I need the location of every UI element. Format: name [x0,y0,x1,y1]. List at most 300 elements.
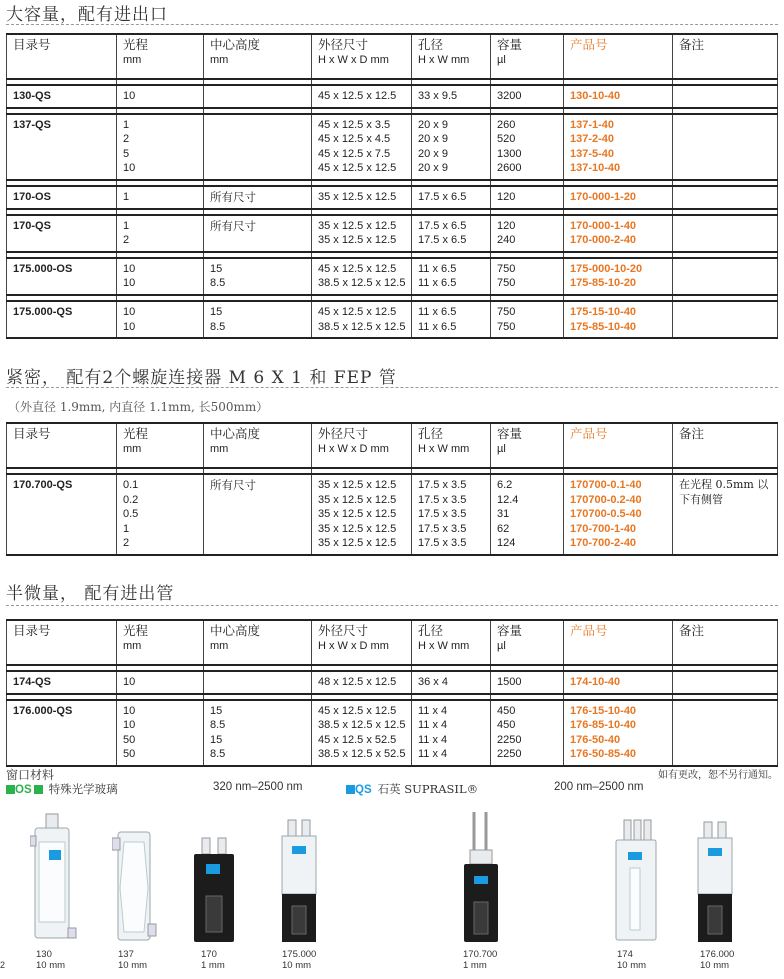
volume: 520 [497,133,516,146]
path-length-cell [117,114,204,180]
path-length-cell [117,700,204,766]
outer-dimensions: 38.5 x 12.5 x 52.5 [318,748,406,761]
product-number-cell [564,85,673,108]
volume: 750 [497,320,516,333]
table-header-row [7,423,778,468]
product-table-sealed [6,422,778,556]
path-length: 0.2 [123,493,139,506]
product-number: 176-50-40 [570,733,621,746]
cuvette-model: 137 [118,949,134,960]
center-height-cell [204,258,312,295]
catalog-number-header [7,620,117,665]
outer-dimensions: 35 x 12.5 x 12.5 [318,493,397,506]
volume-header-unit: µl [497,639,506,652]
path-length-header-unit: mm [123,639,142,652]
path-length: 2 [123,234,130,247]
volume: 450 [497,719,516,732]
os-color-swatch [34,785,43,794]
center-height-header-unit: mm [210,53,229,66]
outer-dimensions-cell [312,301,412,338]
remarks-cell [673,114,778,180]
outer-dimensions-cell [312,186,412,209]
product-number: 137-5-40 [570,147,615,160]
cuvette-170700-image [460,810,502,944]
outer-dimensions-cell [312,258,412,295]
aperture-size: 17.5 x 3.5 [418,522,467,535]
volume: 2600 [497,162,522,175]
path-length-cell [117,186,204,209]
center-height: 所有尺寸 [210,218,256,233]
product-number-cell [564,215,673,252]
aperture-size: 17.5 x 3.5 [418,493,467,506]
center-height-header [204,620,312,665]
catalog-number: 130-QS [7,85,117,108]
aperture-size-cell [412,85,491,108]
product-number-cell [564,301,673,338]
volume: 31 [497,508,510,521]
aperture-size: 17.5 x 3.5 [418,479,467,491]
outer-dimensions: 45 x 12.5 x 12.5 [318,305,397,318]
path-length: 1 [123,190,130,203]
volume: 240 [497,234,516,247]
product-number-header [564,34,673,79]
section-divider [6,387,778,388]
aperture-size: 11 x 4 [418,733,448,746]
product-number-cell [564,114,673,180]
remarks-cell [673,186,778,209]
aperture-size-cell [412,258,491,295]
outer-dimensions: 35 x 12.5 x 12.5 [318,537,397,550]
product-number: 170700-0.1-40 [570,479,642,491]
volume-header-label: 容量 [497,426,523,441]
product-number: 175-15-10-40 [570,305,637,318]
aperture-header-unit: H x W mm [418,639,470,652]
remarks-cell [673,85,778,108]
volume: 120 [497,190,516,203]
remark: 在光程 0.5mm 以下有侧管 [679,478,769,506]
aperture-size: 17.5 x 3.5 [418,508,467,521]
volume: 124 [497,537,516,550]
cuvette-caption [617,949,646,971]
outer-dimensions: 38.5 x 12.5 x 12.5 [318,719,406,732]
volume: 2250 [497,733,522,746]
outer-dimensions: 45 x 12.5 x 12.5 [318,262,397,275]
path-length: 50 [123,748,136,761]
remarks-cell [673,671,778,694]
outer-dimensions-header-label: 外径尺寸 [318,623,369,638]
path-length-header-label: 光程 [123,426,149,441]
remarks-header-label: 备注 [679,426,705,441]
center-height-cell [204,114,312,180]
catalog-number-header-label: 目录号 [13,623,51,638]
aperture-size-cell [412,700,491,766]
path-length: 10 [123,262,136,275]
tube-spec-note: （外直径 1.9mm, 内直径 1.1mm, 长500mm） [8,400,269,414]
center-height: 8.5 [210,748,226,761]
product-number: 137-1-40 [570,118,615,131]
cuvette-model: 174 [617,949,633,960]
table-row [7,301,778,338]
cuvette-path: 10 mm [36,960,66,971]
qs-wavelength-range: 200 nm–2500 nm [554,781,644,793]
outer-dimensions-header [312,34,412,79]
table-header-row [7,34,778,79]
aperture-size: 17.5 x 3.5 [418,537,467,550]
outer-dimensions-header-unit: H x W x D mm [318,639,389,652]
remarks-header-label: 备注 [679,37,705,52]
product-number: 170700-0.5-40 [570,508,642,521]
path-length: 10 [123,719,136,732]
product-number-header-label: 产品号 [570,623,608,638]
center-height-cell [204,85,312,108]
cuvette-caption [463,949,497,971]
outer-dimensions-header-unit: H x W x D mm [318,53,389,66]
cuvette-caption [201,949,225,971]
path-length: 2 [123,133,130,146]
os-material-name: 特殊光学玻璃 [48,782,118,796]
volume: 750 [497,305,516,318]
product-number-cell [564,474,673,555]
aperture-header [412,34,491,79]
os-color-swatch [6,785,15,794]
center-height: 8.5 [210,719,226,732]
volume-cell [491,114,564,180]
product-number: 176-85-10-40 [570,719,637,732]
remarks-header [673,34,778,79]
center-height-cell [204,186,312,209]
aperture-header-unit: H x W mm [418,53,470,66]
catalog-number: 174-QS [7,671,117,694]
volume-cell [491,671,564,694]
product-number: 170-000-2-40 [570,234,637,247]
remarks-cell [673,474,778,555]
center-height: 所有尺寸 [210,189,256,204]
product-number: 175-000-10-20 [570,262,643,275]
product-number: 175-85-10-40 [570,320,637,333]
aperture-header [412,423,491,468]
catalog-number: 170.700-QS [7,474,117,555]
volume-cell [491,301,564,338]
volume: 3200 [497,90,522,102]
qs-material-name: 石英 SUPRASIL® [377,782,479,796]
aperture-size: 11 x 4 [418,704,448,717]
outer-dimensions: 45 x 12.5 x 3.5 [318,118,391,131]
aperture-size-cell [412,474,491,555]
volume-header-label: 容量 [497,623,523,638]
remarks-header [673,620,778,665]
cuvette-137-image [112,828,158,944]
catalog-number: 176.000-QS [7,700,117,766]
center-height-cell [204,215,312,252]
volume-cell [491,186,564,209]
outer-dimensions-header-label: 外径尺寸 [318,37,369,52]
aperture-size: 33 x 9.5 [418,90,458,102]
outer-dimensions-cell [312,114,412,180]
outer-dimensions: 45 x 12.5 x 7.5 [318,147,391,160]
volume-cell [491,215,564,252]
cuvette-path: 10 mm [617,960,647,971]
path-length-header [117,620,204,665]
outer-dimensions-cell [312,700,412,766]
path-length: 10 [123,676,136,688]
aperture-size-cell [412,215,491,252]
path-length: 10 [123,90,136,102]
aperture-size: 20 x 9 [418,118,448,131]
path-length: 1 [123,522,130,535]
center-height: 8.5 [210,320,226,333]
volume: 62 [497,522,510,535]
volume: 6.2 [497,479,513,491]
change-notice: 如有更改，恕不另行通知。 [658,770,778,781]
product-number-cell [564,258,673,295]
volume-cell [491,700,564,766]
outer-dimensions: 45 x 12.5 x 12.5 [318,704,397,717]
product-number-cell [564,700,673,766]
product-number: 170-000-1-20 [570,190,637,203]
path-length: 10 [123,277,136,290]
path-length-header-label: 光程 [123,37,149,52]
outer-dimensions: 45 x 12.5 x 4.5 [318,133,391,146]
center-height-cell [204,474,312,555]
center-height-header-label: 中心高度 [210,426,261,441]
path-length-header-unit: mm [123,53,142,66]
center-height-cell [204,671,312,694]
aperture-size: 17.5 x 6.5 [418,190,467,203]
catalog-number: 175.000-QS [7,301,117,338]
cuvette-model: 130 [36,949,52,960]
remarks-cell [673,258,778,295]
aperture-size-cell [412,114,491,180]
remarks-header [673,423,778,468]
cuvette-caption [282,949,316,971]
cuvette-caption [700,949,734,971]
center-height: 所有尺寸 [210,478,256,492]
remarks-cell [673,215,778,252]
volume: 120 [497,219,516,232]
volume: 260 [497,118,516,131]
cuvette-caption [36,949,65,971]
cuvette-175000-image [278,818,320,944]
outer-dimensions: 38.5 x 12.5 x 12.5 [318,320,406,333]
aperture-size: 17.5 x 6.5 [418,234,467,247]
path-length-header-label: 光程 [123,623,149,638]
catalog-number: 170-OS [7,186,117,209]
outer-dimensions-cell [312,85,412,108]
cuvette-model: 176.000 [700,949,735,960]
volume-cell [491,258,564,295]
outer-dimensions: 35 x 12.5 x 12.5 [318,508,397,521]
aperture-header [412,620,491,665]
section-title-large-volume: 大容量，配有进出口 [6,5,168,25]
remarks-cell [673,301,778,338]
center-height-cell [204,700,312,766]
table-row [7,700,778,766]
catalog-number: 137-QS [7,114,117,180]
center-height: 15 [210,733,223,746]
catalog-number-header [7,34,117,79]
center-height: 8.5 [210,277,226,290]
product-number-header-label: 产品号 [570,37,608,52]
aperture-size: 20 x 9 [418,133,448,146]
legend-os [6,781,118,797]
volume-header-unit: µl [497,53,506,66]
product-number-header-label: 产品号 [570,426,608,441]
aperture-size: 17.5 x 6.5 [418,219,467,232]
remarks-header-label: 备注 [679,623,705,638]
outer-dimensions: 48 x 12.5 x 12.5 [318,676,397,688]
catalog-number: 170-QS [7,215,117,252]
center-height-header [204,423,312,468]
path-length: 1 [123,219,130,232]
outer-dimensions: 35 x 12.5 x 12.5 [318,479,397,491]
table-header-row [7,620,778,665]
product-table-large-volume [6,33,778,339]
cuvette-170-image [190,836,238,944]
aperture-size: 20 x 9 [418,162,448,175]
aperture-header-unit: H x W mm [418,442,470,455]
outer-dimensions-header [312,620,412,665]
aperture-size-cell [412,301,491,338]
path-length: 10 [123,162,136,175]
outer-dimensions-header-label: 外径尺寸 [318,426,369,441]
outer-dimensions-cell [312,671,412,694]
path-length-cell [117,85,204,108]
section-title-semi-micro: 半微量， 配有进出管 [6,584,175,604]
outer-dimensions: 45 x 12.5 x 52.5 [318,733,397,746]
qs-code: QS [355,784,372,796]
center-height-header-label: 中心高度 [210,37,261,52]
path-length-header-unit: mm [123,442,142,455]
product-number: 175-85-10-20 [570,277,637,290]
page-number: 2 [0,960,6,970]
path-length: 10 [123,305,136,318]
cuvette-path: 10 mm [700,960,730,971]
volume: 450 [497,704,516,717]
aperture-size: 11 x 4 [418,748,448,761]
section-title-sealed: 紧密， 配有2个螺旋连接器 M 6 X 1 和 FEP 管 [6,368,397,388]
qs-color-swatch [346,785,355,794]
path-length: 50 [123,733,136,746]
window-material-title: 窗口材料 [6,768,55,782]
aperture-size: 11 x 6.5 [418,320,457,333]
center-height: 15 [210,305,223,318]
cuvette-caption [118,949,147,971]
catalog-number-header [7,423,117,468]
cuvette-174-image [610,818,660,944]
catalog-number-header-label: 目录号 [13,37,51,52]
volume-header [491,620,564,665]
volume: 750 [497,262,516,275]
path-length-cell [117,671,204,694]
path-length: 2 [123,537,130,550]
product-number: 137-2-40 [570,133,615,146]
aperture-size: 11 x 6.5 [418,262,457,275]
aperture-size: 11 x 4 [418,719,448,732]
aperture-size-cell [412,671,491,694]
product-number: 130-10-40 [570,90,621,102]
outer-dimensions: 35 x 12.5 x 12.5 [318,219,397,232]
center-height: 15 [210,262,223,275]
table-row [7,85,778,108]
aperture-size: 36 x 4 [418,676,448,688]
aperture-header-label: 孔径 [418,37,444,52]
center-height-header-unit: mm [210,442,229,455]
product-number-header [564,620,673,665]
center-height-header [204,34,312,79]
table-row [7,258,778,295]
volume: 12.4 [497,493,519,506]
outer-dimensions-header-unit: H x W x D mm [318,442,389,455]
cuvette-model: 170 [201,949,217,960]
path-length: 0.1 [123,479,139,491]
product-number: 176-50-85-40 [570,748,637,761]
path-length-cell [117,474,204,555]
outer-dimensions: 35 x 12.5 x 12.5 [318,234,397,247]
catalog-number: 175.000-OS [7,258,117,295]
path-length: 0.5 [123,508,139,521]
center-height-cell [204,301,312,338]
path-length-cell [117,215,204,252]
outer-dimensions: 38.5 x 12.5 x 12.5 [318,277,406,290]
volume: 750 [497,277,516,290]
table-row [7,215,778,252]
cuvette-path: 10 mm [118,960,148,971]
table-row [7,114,778,180]
product-number: 176-15-10-40 [570,704,637,717]
aperture-size: 20 x 9 [418,147,448,160]
path-length: 10 [123,320,136,333]
table-row [7,186,778,209]
volume-header [491,423,564,468]
remarks-cell [673,700,778,766]
section-divider [6,605,778,606]
outer-dimensions-header [312,423,412,468]
product-number: 137-10-40 [570,162,621,175]
product-number-header [564,423,673,468]
center-height-header-label: 中心高度 [210,623,261,638]
product-table-semi-micro [6,619,778,767]
path-length: 1 [123,118,130,131]
path-length-header [117,423,204,468]
volume: 1500 [497,676,522,688]
outer-dimensions: 45 x 12.5 x 12.5 [318,90,397,102]
cuvette-model: 170.700 [463,949,498,960]
product-number: 170-700-2-40 [570,537,637,550]
table-row [7,671,778,694]
os-code: OS [15,784,32,796]
outer-dimensions: 45 x 12.5 x 12.5 [318,162,397,175]
product-number-cell [564,186,673,209]
volume-cell [491,474,564,555]
product-number-cell [564,671,673,694]
cuvette-model: 175.000 [282,949,317,960]
cuvette-130-image [30,812,80,944]
volume-header-unit: µl [497,442,506,455]
center-height-header-unit: mm [210,639,229,652]
cuvette-path: 1 mm [201,960,225,971]
legend-qs [346,781,478,797]
volume-header-label: 容量 [497,37,523,52]
aperture-size: 11 x 6.5 [418,305,457,318]
cuvette-176000-image [694,820,736,944]
path-length-cell [117,258,204,295]
volume: 2250 [497,748,522,761]
center-height: 15 [210,704,223,717]
outer-dimensions-cell [312,215,412,252]
outer-dimensions: 35 x 12.5 x 12.5 [318,190,397,203]
os-wavelength-range: 320 nm–2500 nm [213,781,303,793]
product-number: 174-10-40 [570,676,621,688]
